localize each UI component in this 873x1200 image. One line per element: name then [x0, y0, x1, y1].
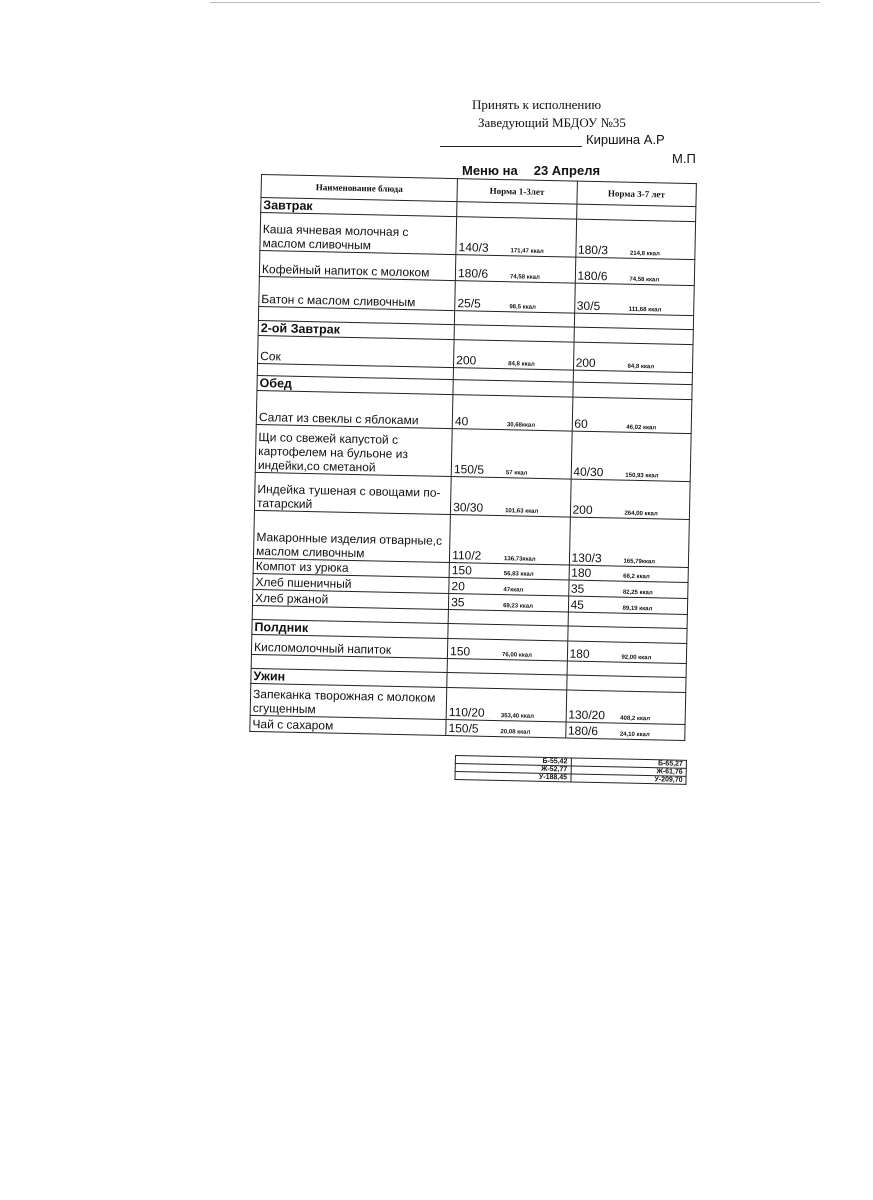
- kcal-1-3: 136,73ккал: [504, 556, 536, 563]
- menu-body: [250, 198, 696, 741]
- dish-name: Макаронные изделия отварные,с маслом сливочным: [253, 510, 450, 562]
- portion-3-7: 200: [575, 355, 596, 371]
- kcal-1-3: 171,47 ккал: [510, 248, 544, 255]
- norm-cell: [571, 431, 691, 481]
- kcal-3-7: 89,19 ккал: [622, 605, 653, 613]
- total-3-7: Ж-61,76: [571, 766, 687, 776]
- dish-name: Каша ячневая молочная с маслом сливочным: [260, 213, 457, 255]
- dish-name: Кофейный напиток с молоком: [259, 250, 456, 280]
- portion-3-7: 180: [569, 646, 590, 661]
- title-prefix: Меню на: [462, 163, 518, 178]
- dish-name: Чай с сахаром: [250, 715, 446, 735]
- section-heading: Ужин: [251, 668, 447, 687]
- norm-cell: [454, 340, 574, 370]
- signature-blank: [440, 146, 582, 147]
- dish-name: Салат из свеклы с яблоками: [256, 390, 453, 428]
- norm-cell: [573, 342, 693, 372]
- kcal-3-7: 92,00 ккал: [621, 654, 652, 662]
- total-1-3: Ж-52,77: [455, 764, 571, 774]
- norm-cell: [447, 639, 567, 661]
- dish-name: Кисломолочный напиток: [251, 634, 447, 658]
- portion-3-7: 180/6: [567, 723, 599, 739]
- portion-3-7: 40/30: [573, 464, 604, 480]
- norm-cell: [446, 719, 566, 737]
- kcal-3-7: 150,93 ккал: [625, 472, 659, 480]
- dish-name: Компот из урюка: [253, 558, 449, 577]
- section-heading: Завтрак: [261, 198, 457, 217]
- norm-cell: [451, 429, 571, 479]
- section-heading: Обед: [257, 375, 453, 394]
- stamp-label: М.П: [672, 151, 696, 166]
- kcal-3-7: 111,68 ккал: [628, 306, 662, 314]
- total-3-7: Б-65,27: [571, 758, 687, 768]
- dish-name: Индейка тушеная с овощами по-татарский: [254, 472, 451, 514]
- norm-cell: [455, 255, 575, 283]
- kcal-1-3: 69,23 ккал: [503, 603, 533, 610]
- norm-cell: [452, 395, 572, 431]
- kcal-1-3: 101,63 ккал: [505, 508, 539, 515]
- kcal-1-3: 84,8 ккал: [508, 361, 535, 368]
- kcal-1-3: 76,00 ккал: [502, 652, 532, 659]
- col-dish-name: Наименование блюда: [261, 175, 458, 202]
- total-3-7: У-209,70: [570, 774, 686, 784]
- portion-3-7: 60: [574, 416, 588, 431]
- kcal-3-7: 74,58 ккал: [629, 276, 660, 284]
- kcal-3-7: 68,2 ккал: [623, 573, 650, 581]
- portion-1-3: 150: [449, 644, 471, 659]
- norm-cell: [568, 596, 688, 614]
- portion-3-7: 45: [570, 597, 585, 612]
- section-heading: 2-ой Завтрак: [258, 320, 454, 339]
- kcal-3-7: 214,8 ккал: [629, 250, 660, 258]
- portion-1-3: 150/5: [448, 721, 479, 736]
- menu-table: [249, 174, 697, 741]
- norm-cell: [575, 219, 695, 259]
- portion-1-3: 25/5: [457, 296, 481, 311]
- dish-name: Хлеб пшеничный: [253, 573, 449, 593]
- kcal-3-7: 408,2 ккал: [620, 715, 651, 723]
- portion-1-3: 30/30: [453, 500, 484, 515]
- norm-cell: [449, 578, 569, 596]
- norm-cell: [565, 722, 685, 740]
- col-norm-1-3: Норма 1-3лет: [457, 179, 577, 204]
- kcal-3-7: 82,25 ккал: [622, 589, 653, 597]
- menu-date: 23 Апреля: [533, 163, 601, 178]
- head-position: Заведующий МБДОУ №35: [478, 115, 626, 130]
- kcal-3-7: 46,02 ккал: [626, 424, 657, 432]
- section-heading: Полдник: [252, 619, 448, 638]
- norm-cell: [449, 515, 569, 565]
- norm-cell: [569, 565, 689, 582]
- dish-name: Запеканка творожная с молоком сгущенным: [250, 683, 447, 719]
- kcal-1-3: 56,83 ккал: [503, 571, 534, 578]
- norm-cell: [569, 517, 689, 567]
- dish-name: Сок: [258, 335, 455, 367]
- portion-3-7: 180/6: [577, 268, 608, 284]
- portion-1-3: 140/3: [458, 240, 489, 255]
- dish-name: Щи со свежей капустой с картофелем на бульоне из индейки,со сметаной: [255, 424, 452, 476]
- kcal-3-7: 264,00 ккал: [624, 510, 658, 518]
- total-1-3: У-188,45: [455, 772, 571, 782]
- total-1-3: Б-55,42: [455, 756, 571, 766]
- norm-cell: [566, 690, 686, 724]
- col-norm-3-7: Норма 3-7 лет: [576, 181, 696, 206]
- menu-title: [462, 163, 600, 178]
- portion-1-3: 180/6: [457, 266, 489, 281]
- kcal-1-3: 57 ккал: [505, 470, 528, 477]
- menu-item-row: [253, 510, 689, 567]
- norm-cell: [449, 563, 569, 580]
- norm-cell: [574, 283, 694, 315]
- portion-3-7: 35: [570, 581, 585, 596]
- kcal-3-7: 165,79ккал: [623, 558, 656, 566]
- signature-line: [440, 132, 665, 147]
- portion-3-7: 180/3: [577, 242, 609, 258]
- kcal-1-3: 20,08 ккал: [500, 729, 531, 736]
- portion-3-7: 200: [572, 502, 593, 518]
- norm-cell: [455, 281, 575, 313]
- nutrition-totals: [454, 755, 686, 785]
- portion-1-3: 150/5: [453, 462, 485, 477]
- portion-1-3: 40: [454, 414, 469, 429]
- approval-line: Принять к исполнению: [472, 97, 602, 112]
- totals-body: [455, 756, 686, 785]
- kcal-3-7: 84,8 ккал: [627, 363, 655, 371]
- portion-3-7: 130/20: [568, 707, 606, 723]
- kcal-1-3: 30,68ккал: [506, 422, 536, 429]
- portion-1-3: 150: [451, 563, 473, 578]
- portion-1-3: 20: [451, 579, 466, 594]
- kcal-1-3: 47ккал: [503, 587, 524, 594]
- page-top-edge: [210, 2, 820, 3]
- portion-3-7: 130/3: [571, 550, 602, 566]
- norm-cell: [449, 594, 569, 612]
- dish-name: Хлеб ржаной: [252, 589, 448, 609]
- portion-1-3: 110/2: [452, 548, 482, 563]
- portion-1-3: 110/20: [448, 705, 485, 720]
- kcal-1-3: 98,5 ккал: [509, 304, 536, 311]
- norm-cell: [570, 479, 690, 519]
- kcal-3-7: 24,10 ккал: [619, 731, 650, 739]
- dish-name: Батон с маслом сливочным: [259, 276, 456, 310]
- kcal-1-3: 74,58 ккал: [509, 274, 540, 281]
- norm-cell: [446, 688, 566, 722]
- portion-3-7: 30/5: [576, 298, 601, 314]
- menu-item-row: [255, 424, 691, 481]
- norm-cell: [568, 580, 688, 598]
- norm-cell: [572, 397, 692, 433]
- norm-cell: [451, 477, 571, 517]
- portion-1-3: 35: [451, 595, 465, 610]
- norm-cell: [567, 641, 687, 663]
- kcal-1-3: 353,40 ккал: [500, 713, 535, 720]
- portion-3-7: 180: [571, 565, 592, 581]
- norm-cell: [575, 257, 695, 285]
- norm-cell: [456, 217, 576, 257]
- signatory-name: Киршина А.Р: [586, 132, 665, 147]
- portion-1-3: 200: [456, 353, 477, 368]
